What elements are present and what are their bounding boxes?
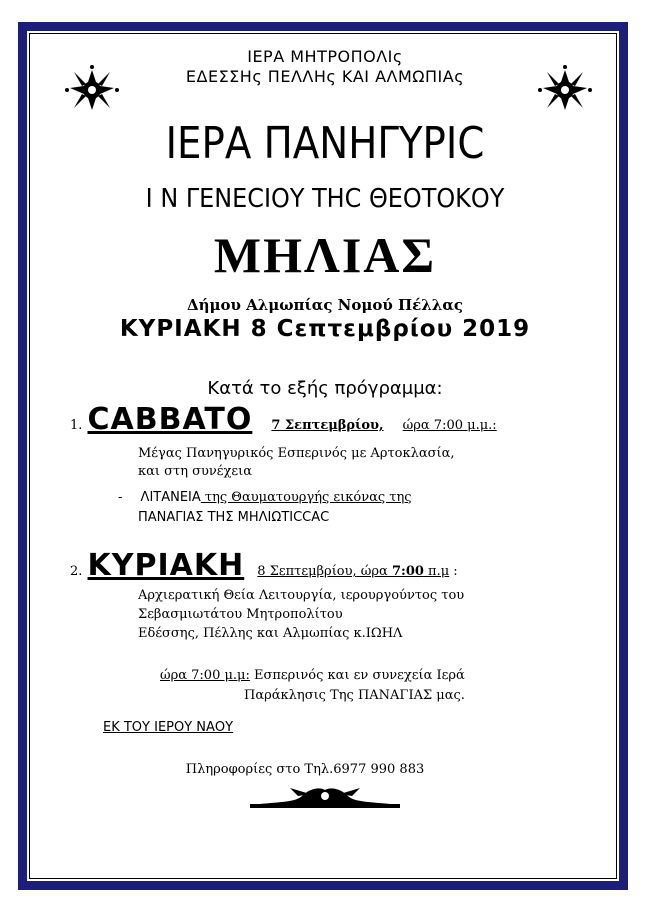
- metropolis-line-1: ΙΕΡΑ ΜΗΤΡΟΠΟΛΙς: [247, 47, 403, 66]
- metropolis-line-2: ΕΔΕΣΣΗς ΠΕΛΛΗς ΚΑΙ ΑΛΜΩΠΙΑς: [185, 67, 465, 86]
- page-subtitle: Ι Ν ΓΕΝΕCΙΟΥ ΤΗC ΘΕΟΤΟΚΟΥ: [145, 184, 505, 214]
- day2-line-3: Εδέσσης, Πέλλης και Αλμωπίας κ.ΙΩΗΛ: [138, 626, 403, 641]
- day1-number: 1.: [70, 418, 83, 433]
- day1-line-1: Μέγας Πανηγυρικός Εσπερινός με Αρτοκλασία,: [138, 446, 455, 461]
- municipality-line: Δήμου Αλμωπίας Νομού Πέλλας: [186, 296, 464, 314]
- day2-colon: :: [449, 564, 458, 579]
- evening-line-2: Παράκλησις Της ΠΑΝΑΓΙΑΣ μας.: [244, 688, 465, 703]
- day2-line-1: Αρχιερατική Θεία Λειτουργία, ιερουργούντος του: [138, 588, 465, 603]
- village-name: ΜΗΛΙΑΣ: [213, 227, 437, 283]
- day1-time: ώρα 7:00 μ.μ.:: [402, 418, 497, 433]
- day1-name: CABBATO: [87, 402, 253, 437]
- day2-heading: [70, 548, 458, 583]
- program-intro: Κατά το εξής πρόγραμμα:: [207, 378, 443, 399]
- day1-line-2: και στη συνέχεια: [138, 464, 253, 479]
- day2-date: 8 Σεπτεμβρίου,: [257, 564, 357, 579]
- day2-number: 2.: [70, 564, 83, 579]
- day2-name: ΚΥΡΙΑΚΗ: [87, 548, 245, 583]
- day1-litany: [118, 490, 412, 505]
- eagle-ornament-icon: [250, 784, 400, 810]
- litany-rest: της Θαυματουργής εικόνας της: [200, 490, 412, 505]
- litany-line-2: ΠΑΝΑΓΙΑΣ ΤΗΣ ΜΗΛΙΩΤΙCCΑC: [138, 510, 330, 525]
- day2-line-2: Σεβασμιωτάτου Μητροπολίτου: [138, 607, 343, 622]
- day2-time-rest: π.μ: [423, 564, 450, 579]
- evening-line: [160, 668, 465, 683]
- day2-time-value: 7:00: [391, 564, 424, 579]
- page-title: ΙΕΡΑ ΠΑΝΗΓΥΡΙC: [165, 118, 485, 169]
- bullet-dash: -: [118, 490, 123, 505]
- evening-text: Εσπερινός και εν συνεχεία Ιερά: [249, 668, 465, 683]
- litany-word: ΛΙΤΑΝΕΙΑ: [140, 490, 201, 505]
- day1-heading: [70, 402, 497, 437]
- from-the-church: ΕΚ ΤΟΥ ΙΕΡΟΥ ΝΑΟΥ: [103, 720, 234, 735]
- day2-time-word: ώρα: [356, 564, 392, 579]
- day1-date: 7 Σεπτεμβρίου,: [271, 418, 384, 433]
- evening-time: ώρα 7:00 μ.μ:: [160, 668, 250, 683]
- festival-date: ΚΥΡΙΑΚΗ 8 Cεπτεμβρίου 2019: [119, 316, 531, 342]
- info-phone: Πληροφορίες στο Τηλ.6977 990 883: [185, 762, 425, 777]
